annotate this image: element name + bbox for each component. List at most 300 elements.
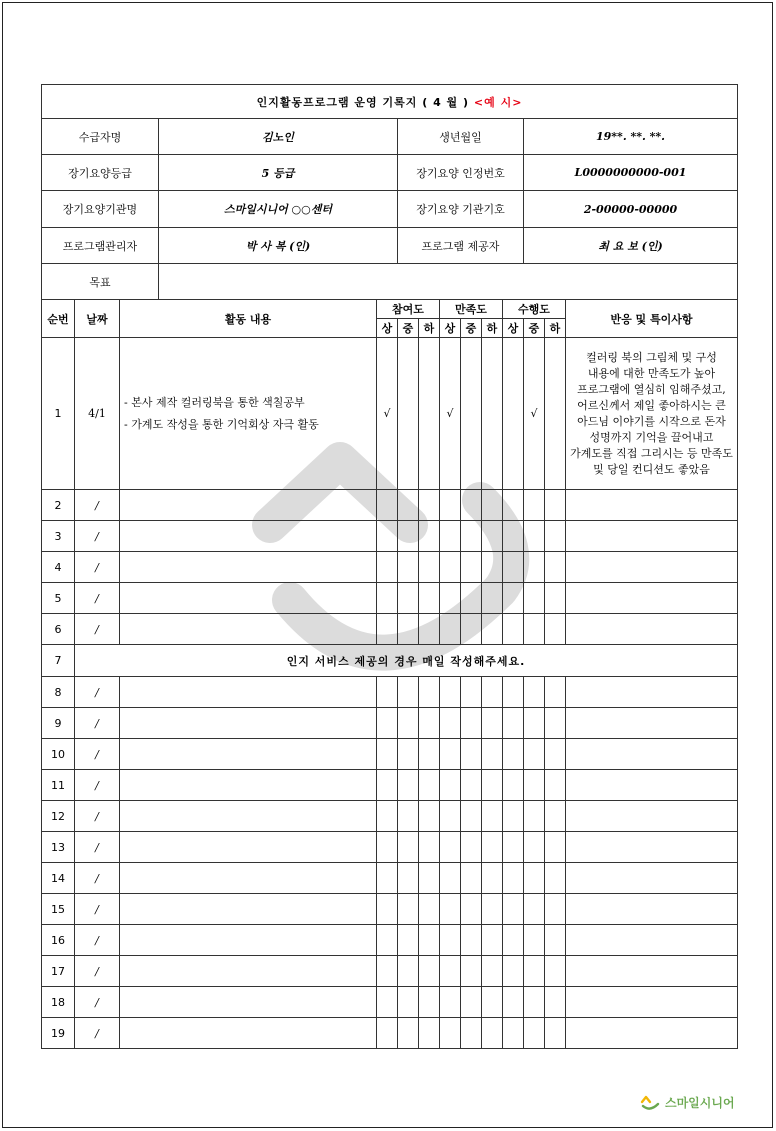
rating-cell[interactable]	[440, 1018, 461, 1049]
row-activity[interactable]	[120, 956, 377, 987]
rating-cell[interactable]	[545, 583, 566, 614]
rating-cell[interactable]	[440, 894, 461, 925]
rating-cell[interactable]	[524, 677, 545, 708]
rating-cell[interactable]	[524, 832, 545, 863]
row-activity[interactable]	[120, 925, 377, 956]
rating-cell[interactable]	[440, 863, 461, 894]
row-reaction[interactable]	[566, 925, 738, 956]
table-row	[42, 801, 738, 832]
rating-cell[interactable]	[440, 521, 461, 552]
row-activity[interactable]	[120, 770, 377, 801]
row-date[interactable]: /	[75, 770, 120, 801]
rating-cell[interactable]	[419, 677, 440, 708]
participation-mid-cell[interactable]	[398, 338, 419, 490]
performance-mid-check[interactable]: √	[524, 338, 545, 490]
rating-cell[interactable]	[419, 863, 440, 894]
rating-cell[interactable]	[398, 925, 419, 956]
rating-cell[interactable]	[545, 987, 566, 1018]
title-example-badge: <예 시>	[473, 95, 523, 109]
table-row	[42, 1018, 738, 1049]
row-date[interactable]: /	[75, 956, 120, 987]
notice-row	[42, 645, 738, 677]
rating-cell[interactable]	[440, 987, 461, 1018]
rating-cell[interactable]	[419, 956, 440, 987]
rating-cell[interactable]	[461, 863, 482, 894]
level-label: 중	[461, 319, 482, 338]
manager-value: 박 사 복 (인)	[159, 228, 398, 264]
rating-cell[interactable]	[461, 987, 482, 1018]
rating-cell[interactable]	[524, 1018, 545, 1049]
rating-cell[interactable]	[377, 490, 398, 521]
rating-cell[interactable]	[377, 583, 398, 614]
rating-cell[interactable]	[461, 894, 482, 925]
rating-cell[interactable]	[503, 708, 524, 739]
row-number: 7	[42, 645, 75, 677]
rating-cell[interactable]	[419, 925, 440, 956]
rating-cell[interactable]	[482, 677, 503, 708]
rating-cell[interactable]	[503, 863, 524, 894]
rating-cell[interactable]	[482, 956, 503, 987]
row-reaction[interactable]	[566, 552, 738, 583]
rating-cell[interactable]	[377, 894, 398, 925]
rating-cell[interactable]	[419, 490, 440, 521]
rating-cell[interactable]	[545, 521, 566, 552]
rating-cell[interactable]	[545, 770, 566, 801]
rating-cell[interactable]	[503, 956, 524, 987]
row-date[interactable]: /	[75, 614, 120, 645]
rating-cell[interactable]	[398, 987, 419, 1018]
row-date[interactable]: /	[75, 552, 120, 583]
rating-cell[interactable]	[524, 583, 545, 614]
rating-cell[interactable]	[524, 894, 545, 925]
rating-cell[interactable]	[482, 583, 503, 614]
reaction-line: 컬러링 북의 그림체 및 구성	[586, 350, 717, 364]
rating-cell[interactable]	[461, 677, 482, 708]
rating-cell[interactable]	[503, 770, 524, 801]
rating-cell[interactable]	[377, 987, 398, 1018]
rating-cell[interactable]	[461, 956, 482, 987]
cert-value: L0000000000-001	[524, 155, 738, 191]
institution-value: 스마일시니어 ○○센터	[159, 191, 398, 228]
rating-cell[interactable]	[503, 490, 524, 521]
rating-cell[interactable]	[440, 770, 461, 801]
row-number: 2	[42, 490, 75, 521]
row-number: 19	[42, 1018, 75, 1049]
rating-cell[interactable]	[377, 1018, 398, 1049]
header-satisfaction: 만족도	[440, 300, 503, 319]
rating-cell[interactable]	[440, 708, 461, 739]
rating-cell[interactable]	[545, 739, 566, 770]
header-performance: 수행도	[503, 300, 566, 319]
row-date[interactable]: /	[75, 521, 120, 552]
rating-cell[interactable]	[461, 521, 482, 552]
inst-code-label: 장기요양 기관기호	[398, 191, 524, 228]
rating-cell[interactable]	[440, 925, 461, 956]
rating-cell[interactable]	[524, 614, 545, 645]
row-reaction[interactable]	[566, 583, 738, 614]
rating-cell[interactable]	[419, 1018, 440, 1049]
rating-cell[interactable]	[545, 1018, 566, 1049]
rating-cell[interactable]	[524, 490, 545, 521]
rating-cell[interactable]	[377, 708, 398, 739]
row-reaction[interactable]	[566, 708, 738, 739]
table-row	[42, 739, 738, 770]
rating-cell[interactable]	[503, 894, 524, 925]
table-row	[42, 863, 738, 894]
rating-cell[interactable]	[461, 490, 482, 521]
table-row	[42, 677, 738, 708]
row-number: 3	[42, 521, 75, 552]
row-reaction[interactable]	[566, 614, 738, 645]
row-date[interactable]: /	[75, 739, 120, 770]
rating-cell[interactable]	[482, 614, 503, 645]
row-activity[interactable]	[120, 677, 377, 708]
rating-cell[interactable]	[440, 552, 461, 583]
row-date[interactable]: /	[75, 987, 120, 1018]
row-reaction[interactable]	[566, 739, 738, 770]
rating-cell[interactable]	[461, 801, 482, 832]
rating-cell[interactable]	[482, 832, 503, 863]
rating-cell[interactable]	[524, 801, 545, 832]
rating-cell[interactable]	[398, 956, 419, 987]
rating-cell[interactable]	[482, 490, 503, 521]
rating-cell[interactable]	[440, 832, 461, 863]
header-no: 순번	[42, 300, 75, 338]
row-reaction[interactable]	[566, 956, 738, 987]
row-number: 1	[42, 338, 75, 490]
rating-cell[interactable]	[461, 925, 482, 956]
level-label: 하	[419, 319, 440, 338]
rows-block-a	[42, 490, 738, 645]
rating-cell[interactable]	[482, 801, 503, 832]
rating-cell[interactable]	[398, 614, 419, 645]
rating-cell[interactable]	[524, 521, 545, 552]
row-number: 6	[42, 614, 75, 645]
level-label: 상	[503, 319, 524, 338]
institution-label: 장기요양기관명	[42, 191, 159, 228]
row-reaction[interactable]	[566, 677, 738, 708]
row-activity[interactable]	[120, 490, 377, 521]
table-row	[42, 521, 738, 552]
row-date[interactable]: /	[75, 832, 120, 863]
row-reaction[interactable]	[566, 832, 738, 863]
participation-high-check[interactable]: √	[377, 338, 398, 490]
rating-cell[interactable]	[545, 708, 566, 739]
rating-cell[interactable]	[545, 832, 566, 863]
rating-cell[interactable]	[419, 614, 440, 645]
rating-cell[interactable]	[524, 863, 545, 894]
reaction-line: 아드님 이야기를 시작으로 돈자	[577, 414, 726, 428]
rating-cell[interactable]	[503, 925, 524, 956]
table-row	[42, 708, 738, 739]
table-row	[42, 956, 738, 987]
grade-value: 5 등급	[159, 155, 398, 191]
row-number: 15	[42, 894, 75, 925]
row-reaction[interactable]	[566, 863, 738, 894]
rating-cell[interactable]	[524, 956, 545, 987]
row-activity[interactable]	[120, 801, 377, 832]
rating-cell[interactable]	[524, 739, 545, 770]
row-date[interactable]: /	[75, 925, 120, 956]
rating-cell[interactable]	[461, 1018, 482, 1049]
row-activity[interactable]	[120, 1018, 377, 1049]
level-label: 하	[482, 319, 503, 338]
table-row	[42, 338, 738, 490]
row-date[interactable]: /	[75, 708, 120, 739]
rating-cell[interactable]	[377, 677, 398, 708]
rating-cell[interactable]	[524, 925, 545, 956]
row-number: 17	[42, 956, 75, 987]
table-row	[42, 583, 738, 614]
rating-cell[interactable]	[524, 708, 545, 739]
rating-cell[interactable]	[398, 521, 419, 552]
rating-cell[interactable]	[419, 770, 440, 801]
table-row	[42, 894, 738, 925]
row-number: 16	[42, 925, 75, 956]
rating-cell[interactable]	[461, 832, 482, 863]
row-activity[interactable]	[120, 583, 377, 614]
rating-cell[interactable]	[524, 987, 545, 1018]
row-activity[interactable]	[120, 552, 377, 583]
reaction-line: 내용에 대한 만족도가 높아	[587, 366, 716, 380]
rating-cell[interactable]	[440, 956, 461, 987]
cert-label: 장기요양 인정번호	[398, 155, 524, 191]
rating-cell[interactable]	[377, 925, 398, 956]
row-date[interactable]: /	[75, 863, 120, 894]
rating-cell[interactable]	[461, 552, 482, 583]
rating-cell[interactable]	[461, 614, 482, 645]
row-activity[interactable]	[120, 614, 377, 645]
reaction-line: 및 당일 컨디션도 좋았음	[593, 462, 710, 476]
rating-cell[interactable]	[503, 801, 524, 832]
reaction-line: 어르신께서 제일 좋아하시는 큰	[577, 398, 726, 412]
rating-cell[interactable]	[545, 863, 566, 894]
rating-cell[interactable]	[545, 956, 566, 987]
rating-cell[interactable]	[482, 708, 503, 739]
level-label: 중	[398, 319, 419, 338]
row-activity[interactable]	[120, 521, 377, 552]
row-activity[interactable]	[120, 863, 377, 894]
title-main: 인지활동프로그램 운영 기록지 ( 4 월 )	[256, 95, 470, 109]
row-reaction[interactable]	[566, 1018, 738, 1049]
rating-cell[interactable]	[398, 832, 419, 863]
table-row	[42, 490, 738, 521]
rating-cell[interactable]	[482, 1018, 503, 1049]
rating-cell[interactable]	[398, 583, 419, 614]
rating-cell[interactable]	[377, 770, 398, 801]
rating-cell[interactable]	[524, 770, 545, 801]
rating-cell[interactable]	[419, 894, 440, 925]
rating-cell[interactable]	[440, 490, 461, 521]
goal-label: 목표	[42, 264, 159, 300]
row-activity[interactable]	[120, 739, 377, 770]
rating-cell[interactable]	[545, 925, 566, 956]
rating-cell[interactable]	[377, 521, 398, 552]
table-row	[42, 552, 738, 583]
provider-value: 최 요 보 (인)	[524, 228, 738, 264]
rating-cell[interactable]	[377, 956, 398, 987]
rating-cell[interactable]	[440, 677, 461, 708]
rating-cell[interactable]	[545, 552, 566, 583]
rating-cell[interactable]	[419, 583, 440, 614]
row-number: 12	[42, 801, 75, 832]
row-number: 14	[42, 863, 75, 894]
rating-cell[interactable]	[440, 801, 461, 832]
row-number: 8	[42, 677, 75, 708]
rating-cell[interactable]	[398, 801, 419, 832]
rating-cell[interactable]	[377, 863, 398, 894]
rating-cell[interactable]	[461, 708, 482, 739]
rating-cell[interactable]	[377, 614, 398, 645]
rating-cell[interactable]	[503, 739, 524, 770]
rating-cell[interactable]	[419, 739, 440, 770]
rating-cell[interactable]	[377, 552, 398, 583]
rating-cell[interactable]	[419, 521, 440, 552]
row-date[interactable]: /	[75, 1018, 120, 1049]
satisfaction-mid-cell[interactable]	[461, 338, 482, 490]
row-date[interactable]: /	[75, 801, 120, 832]
rating-cell[interactable]	[503, 552, 524, 583]
rating-cell[interactable]	[503, 832, 524, 863]
logo-text: 스마일시니어	[665, 1096, 735, 1110]
rating-cell[interactable]	[398, 1018, 419, 1049]
rating-cell[interactable]	[545, 490, 566, 521]
table-row	[42, 987, 738, 1018]
activity-line: - 가계도 작성을 통한 기억회상 자극 활동	[124, 417, 319, 431]
row-date[interactable]: /	[75, 490, 120, 521]
rating-cell[interactable]	[503, 521, 524, 552]
row-activity[interactable]	[120, 987, 377, 1018]
rating-cell[interactable]	[482, 770, 503, 801]
recipient-label: 수급자명	[42, 119, 159, 155]
rating-cell[interactable]	[503, 677, 524, 708]
level-label: 중	[524, 319, 545, 338]
rating-cell[interactable]	[398, 770, 419, 801]
reaction-line: 프로그램에 열심히 임해주셨고,	[577, 382, 726, 396]
rating-cell[interactable]	[503, 987, 524, 1018]
rating-cell[interactable]	[482, 739, 503, 770]
row-activity[interactable]	[120, 708, 377, 739]
rating-cell[interactable]	[482, 552, 503, 583]
rating-cell[interactable]	[398, 708, 419, 739]
header-date: 날짜	[75, 300, 120, 338]
row-number: 9	[42, 708, 75, 739]
performance-high-cell[interactable]	[503, 338, 524, 490]
reaction-line: 가계도를 직접 그리시는 등 만족도	[570, 446, 733, 460]
rating-cell[interactable]	[545, 677, 566, 708]
table-row	[42, 770, 738, 801]
rating-cell[interactable]	[419, 987, 440, 1018]
rating-cell[interactable]	[482, 863, 503, 894]
rating-cell[interactable]	[419, 552, 440, 583]
rating-cell[interactable]	[503, 614, 524, 645]
rating-cell[interactable]	[419, 832, 440, 863]
rating-cell[interactable]	[440, 739, 461, 770]
record-table	[41, 84, 738, 1049]
rating-cell[interactable]	[461, 739, 482, 770]
row-reaction[interactable]	[566, 894, 738, 925]
rating-cell[interactable]	[503, 1018, 524, 1049]
birth-value: 19**. **. **.	[524, 119, 738, 155]
rating-cell[interactable]	[398, 863, 419, 894]
rows-block-b	[42, 677, 738, 1049]
row-number: 11	[42, 770, 75, 801]
row-date[interactable]: /	[75, 677, 120, 708]
rating-cell[interactable]	[419, 708, 440, 739]
row-number: 5	[42, 583, 75, 614]
rating-cell[interactable]	[377, 739, 398, 770]
row-reaction[interactable]	[566, 490, 738, 521]
rating-cell[interactable]	[482, 894, 503, 925]
header-reaction: 반응 및 특이사항	[566, 300, 738, 338]
grade-label: 장기요양등급	[42, 155, 159, 191]
manager-label: 프로그램관리자	[42, 228, 159, 264]
rating-cell[interactable]	[440, 614, 461, 645]
level-label: 상	[440, 319, 461, 338]
row-date[interactable]: 4/1	[75, 338, 120, 490]
page-title	[42, 85, 738, 119]
goal-value[interactable]	[159, 264, 738, 300]
rating-cell[interactable]	[482, 521, 503, 552]
rating-cell[interactable]	[398, 552, 419, 583]
level-label: 하	[545, 319, 566, 338]
level-label: 상	[377, 319, 398, 338]
rating-cell[interactable]	[377, 801, 398, 832]
satisfaction-high-check[interactable]: √	[440, 338, 461, 490]
rating-cell[interactable]	[503, 583, 524, 614]
reaction-line: 성명까지 기억을 끌어내고	[589, 430, 714, 444]
smile-logo-icon	[640, 1095, 662, 1111]
rating-cell[interactable]	[545, 801, 566, 832]
rating-cell[interactable]	[545, 894, 566, 925]
birth-label: 생년월일	[398, 119, 524, 155]
provider-label: 프로그램 제공자	[398, 228, 524, 264]
rating-cell[interactable]	[461, 583, 482, 614]
row-number: 4	[42, 552, 75, 583]
row-reaction[interactable]	[566, 801, 738, 832]
row-number: 18	[42, 987, 75, 1018]
rating-cell[interactable]	[524, 552, 545, 583]
rating-cell[interactable]	[398, 894, 419, 925]
row-activity[interactable]	[120, 832, 377, 863]
rating-cell[interactable]	[398, 490, 419, 521]
table-row	[42, 832, 738, 863]
participation-low-cell[interactable]	[419, 338, 440, 490]
rating-cell[interactable]	[545, 614, 566, 645]
rating-cell[interactable]	[440, 583, 461, 614]
rating-cell[interactable]	[482, 925, 503, 956]
daily-notice: 인지 서비스 제공의 경우 매일 작성해주세요.	[75, 645, 738, 677]
row-activity[interactable]	[120, 894, 377, 925]
row-date[interactable]: /	[75, 583, 120, 614]
row-reaction[interactable]	[566, 770, 738, 801]
row-reaction[interactable]	[566, 987, 738, 1018]
row-activity[interactable]	[120, 338, 377, 490]
row-reaction[interactable]	[566, 338, 738, 490]
rating-cell[interactable]	[398, 739, 419, 770]
performance-low-cell[interactable]	[545, 338, 566, 490]
row-reaction[interactable]	[566, 521, 738, 552]
row-date[interactable]: /	[75, 894, 120, 925]
rating-cell[interactable]	[482, 987, 503, 1018]
rating-cell[interactable]	[377, 832, 398, 863]
satisfaction-low-cell[interactable]	[482, 338, 503, 490]
activity-line: - 본사 제작 컬러링북을 통한 색칠공부	[124, 395, 305, 409]
header-activity: 활동 내용	[120, 300, 377, 338]
rating-cell[interactable]	[398, 677, 419, 708]
rating-cell[interactable]	[419, 801, 440, 832]
rating-cell[interactable]	[461, 770, 482, 801]
